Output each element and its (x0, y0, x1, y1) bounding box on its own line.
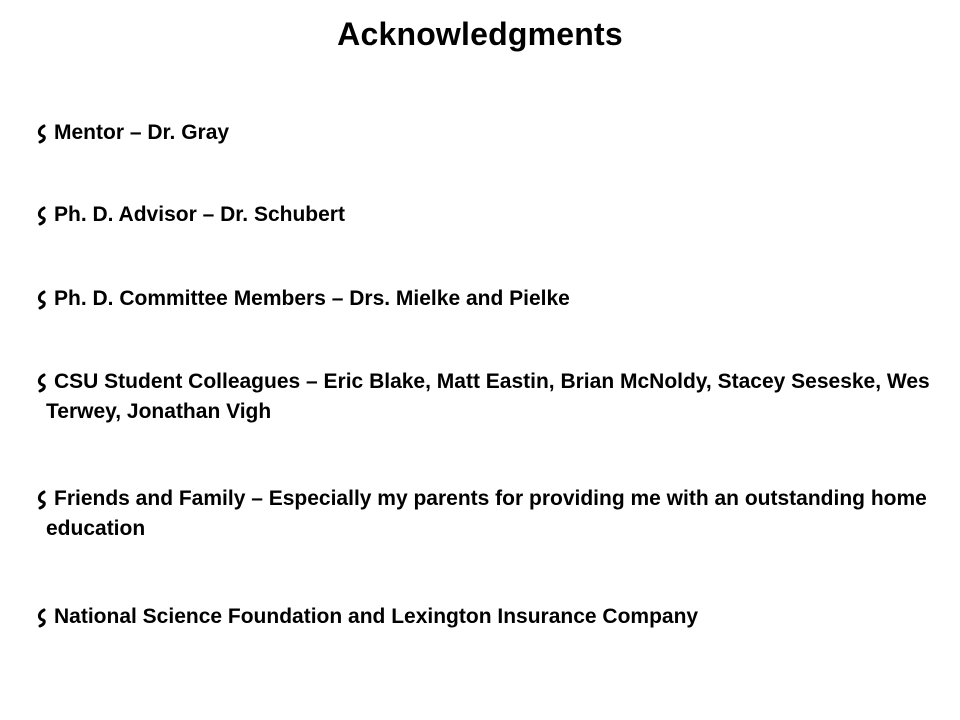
bullet-icon (36, 204, 48, 228)
acknowledgment-item (36, 602, 936, 632)
bullet-icon (36, 488, 48, 512)
acknowledgment-text: Friends and Family – Especially my parents for providing me with an outstanding home education (46, 487, 927, 540)
acknowledgment-text: CSU Student Colleagues – Eric Blake, Matt Eastin, Brian McNoldy, Stacey Seseske, Wes Terwey, Jonathan Vigh (46, 370, 930, 423)
bullet-icon (36, 606, 48, 630)
acknowledgment-text: Mentor – Dr. Gray (54, 121, 230, 144)
acknowledgment-text: Ph. D. Advisor – Dr. Schubert (54, 203, 345, 226)
slide-title: Acknowledgments (337, 16, 623, 52)
acknowledgment-item (36, 200, 936, 230)
acknowledgment-text: National Science Foundation and Lexington Insurance Company (54, 605, 699, 628)
acknowledgment-text: Ph. D. Committee Members – Drs. Mielke and Pielke (54, 287, 570, 310)
bullet-icon (36, 122, 48, 146)
acknowledgment-item (36, 284, 936, 314)
acknowledgment-item (36, 367, 936, 427)
acknowledgment-item (36, 118, 936, 148)
acknowledgment-item (36, 484, 936, 544)
bullet-icon (36, 371, 48, 395)
bullet-icon (36, 288, 48, 312)
